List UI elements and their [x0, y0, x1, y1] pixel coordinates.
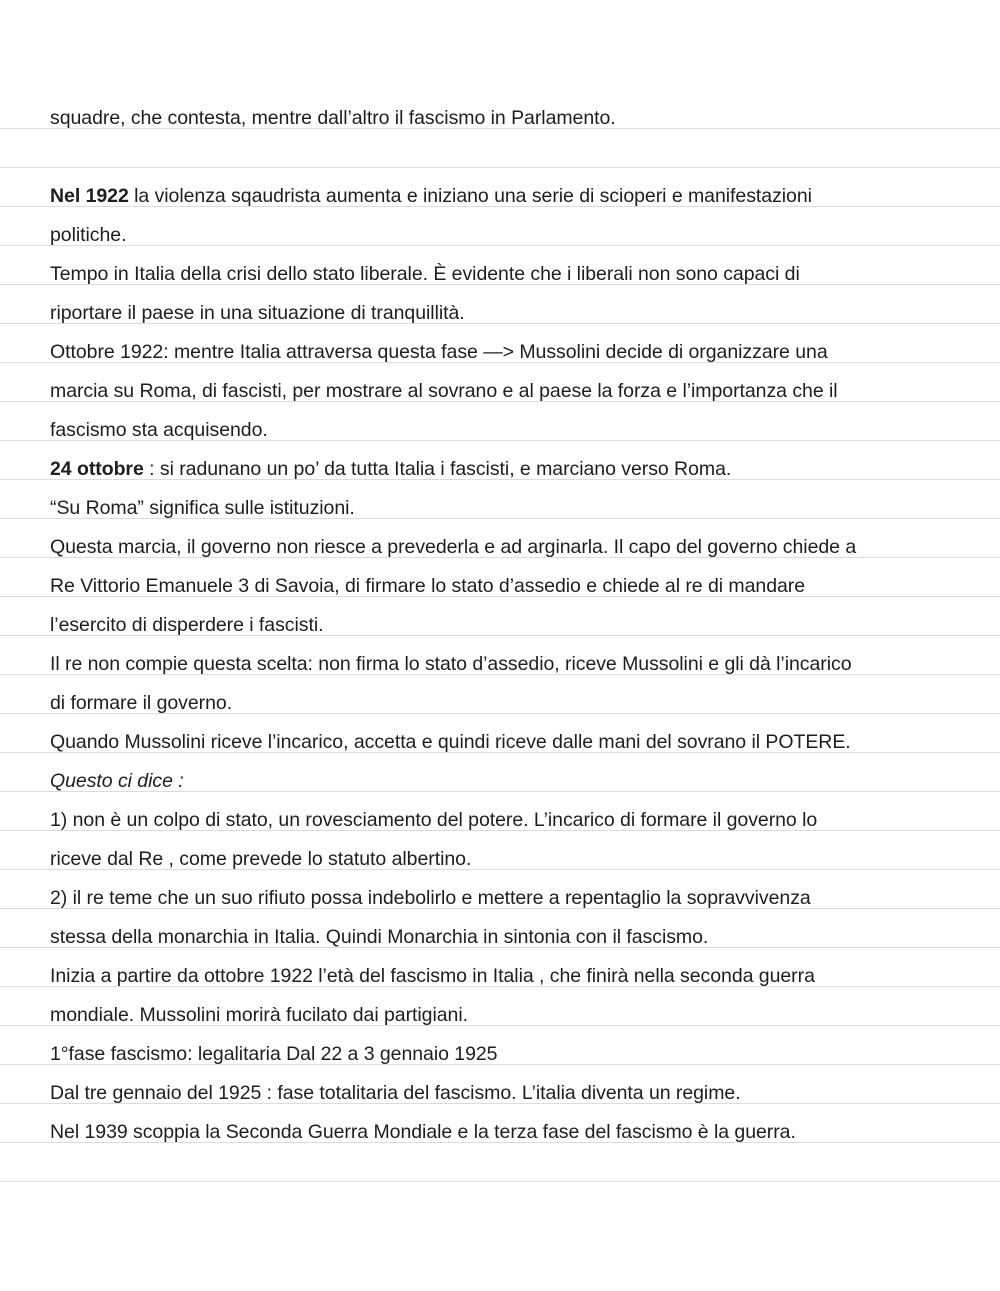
text-segment: riceve dal Re , come prevede lo statuto albertino. [50, 848, 472, 870]
text-segment: Tempo in Italia della crisi dello stato liberale. È evidente che i liberali non sono capaci di [50, 263, 800, 285]
text-line [50, 645, 980, 684]
text-segment: la violenza sqaudrista aumenta e iniziano una serie di scioperi e manifestazioni [128, 185, 812, 207]
text-line [50, 1074, 980, 1113]
text-line [50, 255, 980, 294]
text-line [50, 996, 980, 1035]
text-line [50, 762, 980, 801]
text-line [50, 216, 980, 255]
text-segment: Dal tre gennaio del 1925 : fase totalitaria del fascismo. L’italia diventa un regime. [50, 1082, 741, 1104]
text-line [50, 567, 980, 606]
text-segment: mondiale. Mussolini morirà fucilato dai partigiani. [50, 1004, 468, 1026]
text-line [50, 1113, 980, 1152]
text-segment: Ottobre 1922: mentre Italia attraversa questa fase —> Mussolini decide di organizzare una [50, 341, 828, 363]
text-line [50, 606, 980, 645]
text-line [50, 723, 980, 762]
ruled-line [0, 1181, 1000, 1182]
text-segment: Quando Mussolini riceve l’incarico, accetta e quindi riceve dalle mani del sovrano il POTERE. [50, 731, 851, 753]
text-segment: 2) il re teme che un suo rifiuto possa indebolirlo e mettere a repentaglio la sopravvivenza [50, 887, 811, 909]
text-segment: Questa marcia, il governo non riesce a prevederla e ad arginarla. Il capo del governo chiede a [50, 536, 857, 558]
blank-line [50, 138, 980, 177]
text-segment: “Su Roma” significa sulle istituzioni. [50, 497, 355, 519]
bold-text-segment: Nel 1922 [50, 185, 129, 207]
italic-text-segment: Questo ci dice : [50, 770, 184, 792]
text-segment: di formare il governo. [50, 692, 233, 714]
text-segment: stessa della monarchia in Italia. Quindi Monarchia in sintonia con il fascismo. [50, 926, 709, 948]
text-segment: Re Vittorio Emanuele 3 di Savoia, di firmare lo stato d’assedio e chiede al re di mandare [50, 575, 806, 597]
text-line [50, 372, 980, 411]
text-segment: squadre, che contesta, mentre dall’altro il fascismo in Parlamento. [50, 107, 616, 129]
text-line [50, 489, 980, 528]
text-line [50, 684, 980, 723]
text-line [50, 294, 980, 333]
text-line [50, 177, 980, 216]
bold-text-segment: 24 ottobre [50, 458, 144, 480]
text-segment: l’esercito di disperdere i fascisti. [50, 614, 324, 636]
text-line [50, 450, 980, 489]
text-segment: 1) non è un colpo di stato, un rovesciamento del potere. L’incarico di formare il governo lo [50, 809, 818, 831]
text-line [50, 528, 980, 567]
text-segment: politiche. [50, 224, 127, 246]
text-line [50, 957, 980, 996]
text-line [50, 333, 980, 372]
text-segment: Il re non compie questa scelta: non firma lo stato d’assedio, riceve Mussolini e gli dà l’incarico [50, 653, 852, 675]
text-segment: Nel 1939 scoppia la Seconda Guerra Mondiale e la terza fase del fascismo è la guerra. [50, 1121, 796, 1143]
text-segment: riportare il paese in una situazione di tranquillità. [50, 302, 465, 324]
text-line [50, 840, 980, 879]
text-line [50, 411, 980, 450]
text-line [50, 99, 980, 138]
text-segment: Inizia a partire da ottobre 1922 l’età del fascismo in Italia , che finirà nella seconda guerra [50, 965, 815, 987]
text-line [50, 918, 980, 957]
text-line [50, 801, 980, 840]
text-segment: 1°fase fascismo: legalitaria Dal 22 a 3 gennaio 1925 [50, 1043, 498, 1065]
text-segment: fascismo sta acquisendo. [50, 419, 268, 441]
text-segment: marcia su Roma, di fascisti, per mostrare al sovrano e al paese la forza e l’importanza che il [50, 380, 838, 402]
text-line [50, 1035, 980, 1074]
text-line [50, 879, 980, 918]
text-segment: : si radunano un po’ da tutta Italia i fascisti, e marciano verso Roma. [143, 458, 732, 480]
